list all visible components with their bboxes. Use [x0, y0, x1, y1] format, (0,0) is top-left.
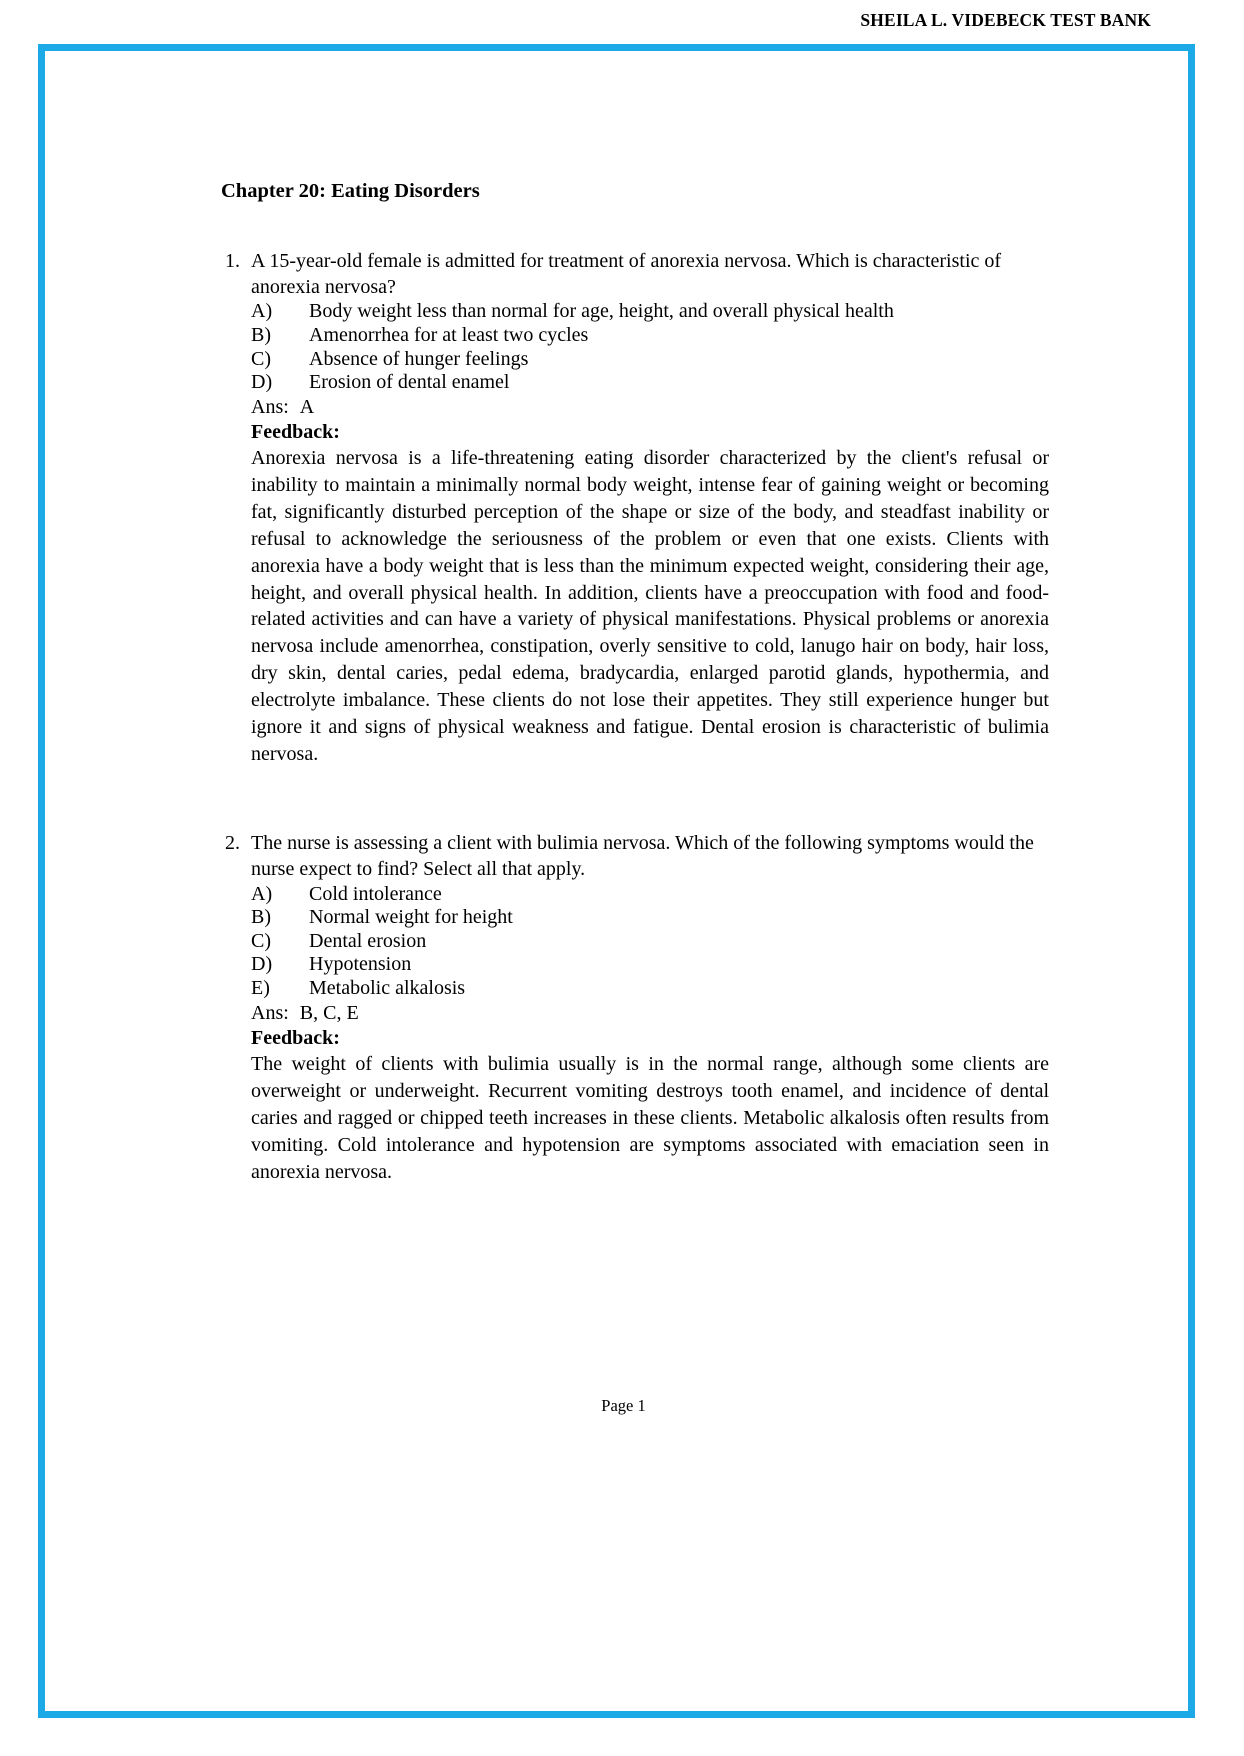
answer-value: A — [299, 395, 315, 418]
option-text: Erosion of dental enamel — [309, 371, 510, 394]
question-number: 2. — [225, 831, 240, 854]
question-number: 1. — [225, 249, 240, 272]
question-text: A 15-year-old female is admitted for treatment of anorexia nervosa. Which is characteristic of anorexia nervosa? — [251, 249, 1002, 298]
option-list — [221, 300, 1051, 394]
option-item[interactable] — [221, 300, 1051, 324]
option-item[interactable] — [221, 324, 1051, 348]
question-text: The nurse is assessing a client with bulimia nervosa. Which of the following symptoms would the nurse expect to find? Select all that apply. — [251, 831, 1034, 881]
page-border-frame — [38, 44, 1195, 1718]
option-item[interactable] — [221, 906, 1051, 930]
answer-value: B, C, E — [299, 1001, 359, 1024]
option-text: Amenorrhea for at least two cycles — [309, 323, 589, 346]
running-header-title: SHEILA L. VIDEBECK TEST BANK — [860, 9, 1151, 30]
option-text: Cold intolerance — [309, 882, 442, 905]
option-letter: B) — [251, 906, 271, 929]
option-letter: C) — [251, 929, 271, 952]
option-text: Body weight less than normal for age, height, and overall physical health — [309, 300, 894, 323]
option-list — [221, 883, 1051, 1001]
option-letter: C) — [251, 347, 271, 370]
option-text: Dental erosion — [309, 929, 427, 952]
answer-line — [251, 1001, 1051, 1025]
option-text: Hypotension — [309, 953, 412, 976]
running-header — [0, 0, 1244, 40]
option-item[interactable] — [221, 953, 1051, 977]
feedback-text: The weight of clients with bulimia usually is in the normal range, although some clients are overweight or underweight. Recurrent vomiting destroys tooth enamel, and incidence of dental caries and ragged or chipped teeth increases in these clients. Metabolic alkalosis often results from vomiting. Cold intolerance and hypotension are symptoms associated with emaciation seen in anorexia nervosa. — [251, 1052, 1049, 1183]
option-letter: A) — [251, 300, 273, 323]
document-body — [221, 179, 1051, 1193]
option-item[interactable] — [221, 371, 1051, 395]
question-item — [221, 248, 1051, 768]
answer-label: Ans: — [251, 395, 289, 418]
option-letter: D) — [251, 371, 273, 394]
option-letter: D) — [251, 953, 273, 976]
option-letter: B) — [251, 323, 271, 346]
feedback-text: Anorexia nervosa is a life-threatening eating disorder characterized by the client's refusal or inability to maintain a minimally normal body weight, intense fear of gaining weight or becoming fat, significantly disturbed perception of the shape or size of the body, and steadfast inability or refusal to acknowledge the seriousness of the problem or even that one exists. Clients with anorexia have a body weight that is less than the minimum expected weight, considering their age, height, and overall physical health. In addition, clients have a preoccupation with food and food-related activities and can have a variety of physical manifestations. Physical problems or anorexia nervosa include amenorrhea, constipation, overly sensitive to cold, lanugo hair on body, hair loss, dry skin, dental caries, pedal edema, bradycardia, enlarged parotid glands, hypothermia, and electrolyte imbalance. These clients do not lose their appetites. They still experience hunger but ignore it and signs of physical weakness and fatigue. Dental erosion is characteristic of bulimia nervosa. — [251, 447, 1049, 765]
option-text: Normal weight for height — [309, 906, 513, 929]
option-letter: E) — [251, 976, 270, 999]
option-item[interactable] — [221, 348, 1051, 372]
option-text: Metabolic alkalosis — [309, 976, 466, 999]
answer-line — [251, 395, 1051, 419]
option-item[interactable] — [221, 977, 1051, 1001]
chapter-title: Chapter 20: Eating Disorders — [221, 180, 480, 202]
page-number-footer: Page 1 — [601, 1396, 646, 1415]
feedback-label: Feedback: — [251, 1026, 340, 1049]
option-item[interactable] — [221, 883, 1051, 907]
option-item[interactable] — [221, 930, 1051, 954]
question-item — [221, 830, 1051, 1186]
question-stem — [221, 248, 1051, 301]
feedback-label: Feedback: — [251, 421, 340, 444]
answer-label: Ans: — [251, 1001, 289, 1024]
option-letter: A) — [251, 882, 273, 905]
option-text: Absence of hunger feelings — [309, 347, 529, 370]
question-stem — [221, 830, 1051, 883]
